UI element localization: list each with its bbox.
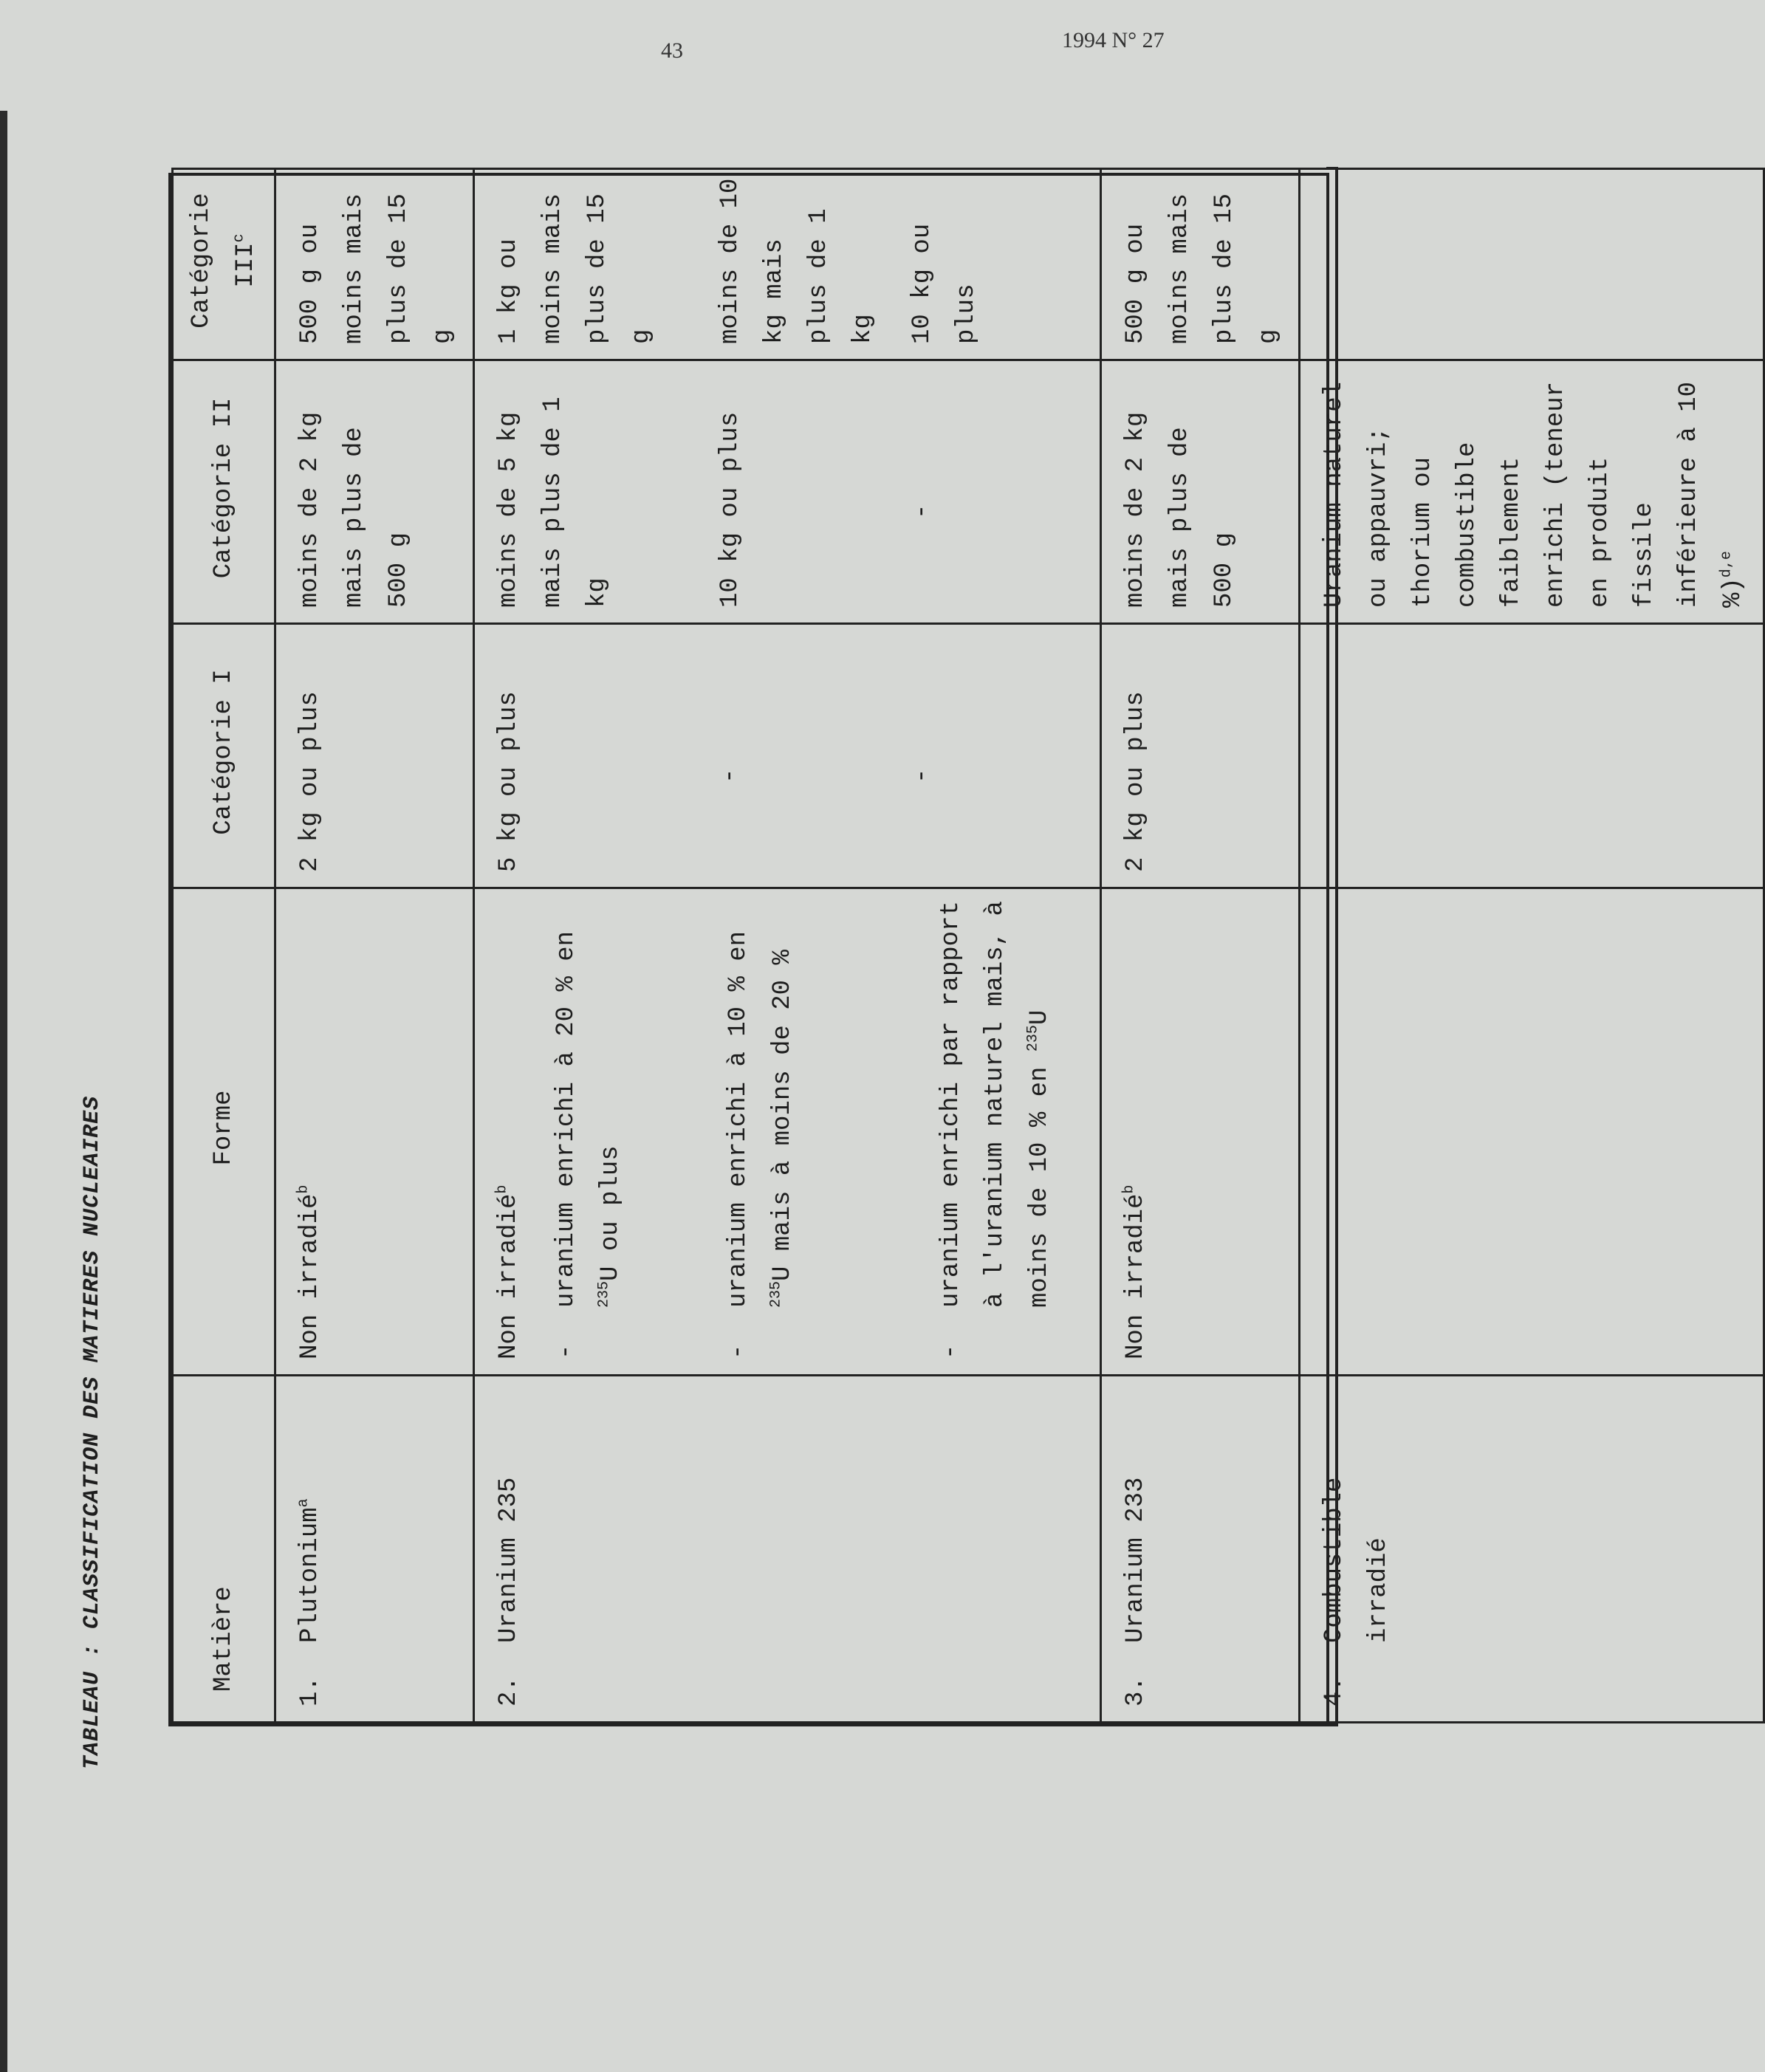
- classification-table-frame: [168, 173, 1747, 1726]
- subitem-enrichment-10: - uranium enrichi à 10 % en $^{235}$U mais à moins de 20 %: [724, 930, 797, 1359]
- cell-cat2: moins de 5 kg mais plus de 1 kg 10 kg ou plus -: [474, 360, 1101, 624]
- col-header-forme: Forme: [173, 888, 275, 1376]
- subitem-enrichment-low: - uranium enrichi par rapport à l'uranium naturel mais, à moins de 10 % en $^{235}$U: [937, 901, 1054, 1359]
- table-row: [474, 169, 1101, 1723]
- cell-cat2: Uranium naturel ou appauvri; thorium ou combustible faiblement enrichi (teneur en produit fissile inférieure à 10 %)$^{d,e}$: [1300, 360, 1764, 624]
- cell-cat2: moins de 2 kg mais plus de 500 g: [1101, 360, 1300, 624]
- table-row: [1101, 169, 1300, 1723]
- subitem-enrichment-20: - uranium enrichi à 20 % en $^{235}$U ou plus: [552, 930, 625, 1359]
- col-header-cat1: Catégorie I: [173, 624, 275, 888]
- classification-table: [171, 168, 1765, 1723]
- col-header-cat3: Catégorie III$^c$: [173, 169, 275, 360]
- cell-forme: Non irradié$^b$ - uranium enrichi à 20 % en $^{235}$U ou plus - uranium enrichi à 10 % en $^{235}$U mais à moins de 20 % - uranium enrichi par rapport à l'uranium naturel mais, à moins de 10 % en $^{235}$U: [474, 888, 1101, 1376]
- cell-cat3: [1300, 169, 1764, 360]
- table-title: TABLEAU : CLASSIFICATION DES MATIERES NUCLEAIRES: [80, 1095, 105, 1769]
- col-header-matiere: Matière: [173, 1376, 275, 1723]
- cell-forme: [1300, 888, 1764, 1376]
- table-row: [275, 169, 474, 1723]
- cell-cat1: 2 kg ou plus: [1101, 624, 1300, 888]
- cell-cat1: 2 kg ou plus: [275, 624, 474, 888]
- cell-matiere: 4. Combustible irradié: [1300, 1376, 1764, 1723]
- cell-matiere: 1.Plutonium$^a$: [275, 1376, 474, 1723]
- cell-matiere: 2.Uranium 235: [474, 1376, 1101, 1723]
- cell-cat1: 5 kg ou plus - -: [474, 624, 1101, 888]
- cell-cat3: 1 kg ou moins mais plus de 15 g moins de 10 kg mais plus de 1 kg 10 kg ou plus: [474, 169, 1101, 360]
- table-header-row: [173, 169, 275, 1723]
- cell-matiere: 3.Uranium 233: [1101, 1376, 1300, 1723]
- cell-cat2: moins de 2 kg mais plus de 500 g: [275, 360, 474, 624]
- cell-cat1: [1300, 624, 1764, 888]
- cell-cat3: 500 g ou moins mais plus de 15 g: [275, 169, 474, 360]
- cell-forme: Non irradié$^b$: [275, 888, 474, 1376]
- cell-cat3: 500 g ou moins mais plus de 15 g: [1101, 169, 1300, 360]
- page-number: 43: [661, 38, 683, 63]
- table-row: [1300, 169, 1764, 1723]
- issue-reference: 1994 N° 27: [1062, 28, 1165, 52]
- col-header-cat2: Catégorie II: [173, 360, 275, 624]
- cell-forme: Non irradié$^b$: [1101, 888, 1300, 1376]
